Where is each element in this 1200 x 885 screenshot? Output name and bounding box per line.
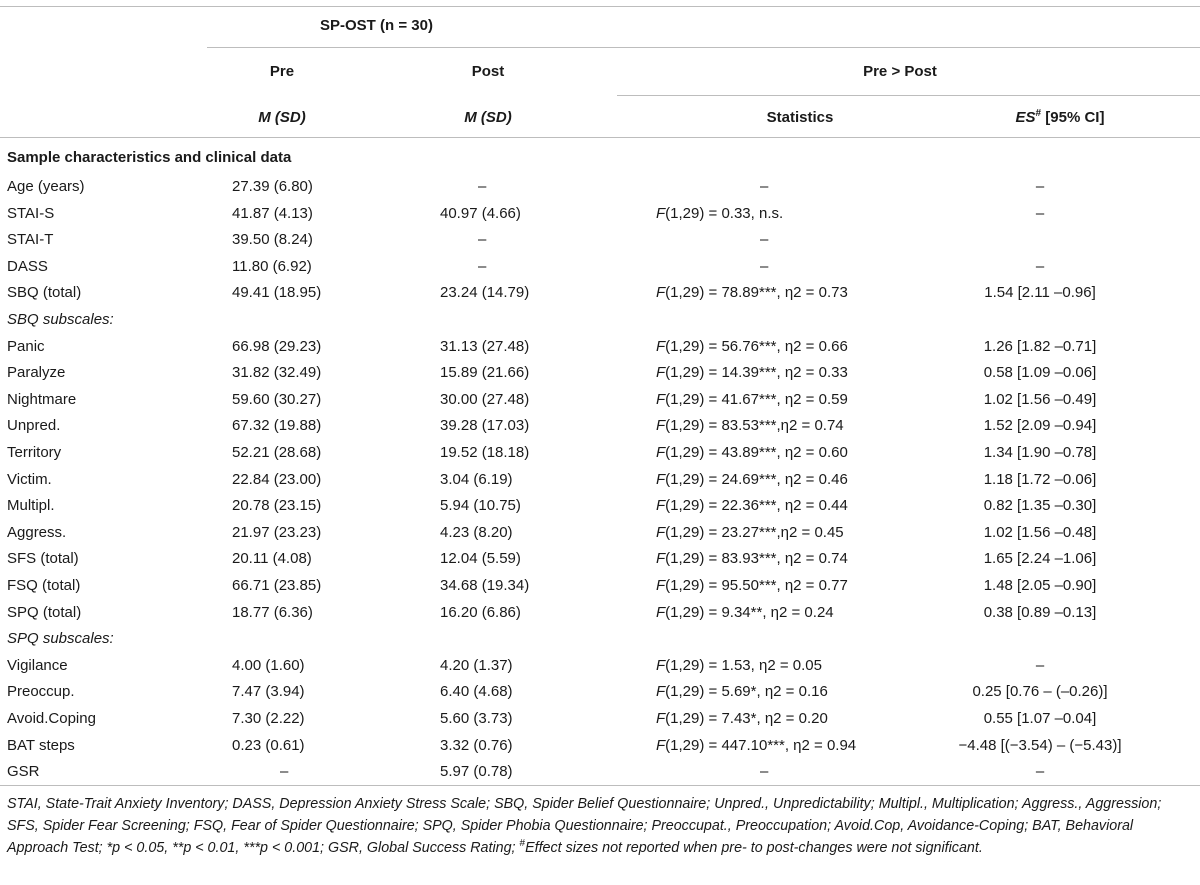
post-value: 23.24 (14.79): [440, 284, 530, 302]
statistics-value: [760, 178, 768, 196]
effect-size-value: –: [1035, 656, 1045, 674]
row-label: SBQ subscales:: [7, 311, 114, 328]
post-value: 40.97 (4.66): [440, 204, 521, 222]
statistics-value: [760, 763, 768, 781]
pre-value: 0.23 (0.61): [232, 736, 305, 754]
f-symbol: F: [656, 337, 666, 355]
statistics-text: (1,29) = 9.34**, η2 = 0.24: [665, 603, 834, 621]
f-symbol: F: [656, 390, 666, 408]
row-label: Aggress.: [7, 523, 67, 541]
statistics-value: [656, 471, 848, 489]
effect-size-value: –: [1035, 257, 1045, 275]
table-row: [0, 520, 1200, 546]
row-label: Victim.: [7, 470, 52, 488]
sub-stats-header: Statistics: [766, 109, 834, 126]
row-label: Panic: [7, 337, 45, 355]
statistics-value: [656, 737, 856, 755]
statistics-value: [656, 657, 822, 675]
post-value: –: [478, 257, 487, 275]
statistics-text: (1,29) = 83.53***,η2 = 0.74: [665, 417, 844, 435]
table-row: [0, 360, 1200, 386]
row-label: STAI-S: [7, 204, 55, 222]
row-label: DASS: [7, 257, 48, 275]
post-value: 5.97 (0.78): [440, 763, 513, 781]
post-value: 6.40 (4.68): [440, 683, 513, 701]
table-row: [0, 600, 1200, 626]
row-label: Age (years): [7, 178, 85, 195]
header-bottom-rule: [0, 137, 1200, 138]
pre-value: 39.50 (8.24): [232, 231, 313, 249]
statistics-text: (1,29) = 78.89***, η2 = 0.73: [665, 284, 848, 302]
pre-value: 20.11 (4.08): [232, 550, 312, 568]
effect-size-value: 1.54 [2.11 –0.96]: [984, 284, 1096, 302]
statistics-value: [656, 550, 848, 568]
statistics-text: (1,29) = 24.69***, η2 = 0.46: [665, 470, 848, 488]
post-value: 19.52 (18.18): [440, 444, 530, 461]
table-row: [0, 254, 1200, 280]
statistics-value: [656, 417, 844, 435]
table-row: [0, 334, 1200, 360]
group-n: (n = 30): [380, 17, 433, 34]
statistics-value: [656, 524, 844, 542]
row-label: Preoccup.: [7, 683, 75, 701]
effect-size-value: 1.52 [2.09 –0.94]: [983, 417, 1097, 435]
statistics-text: (1,29) = 95.50***, η2 = 0.77: [665, 577, 848, 594]
pre-value: 66.71 (23.85): [232, 577, 322, 594]
statistics-text: (1,29) = 22.36***, η2 = 0.44: [665, 497, 848, 515]
statistics-value: [656, 577, 848, 595]
f-symbol: F: [656, 736, 666, 754]
f-symbol: F: [656, 364, 666, 382]
contrast-rule: [617, 95, 1200, 96]
statistics-text: (1,29) = 1.53, η2 = 0.05: [665, 656, 822, 674]
table-row: [0, 759, 1200, 785]
post-value: 30.00 (27.48): [440, 390, 530, 408]
row-label: Paralyze: [7, 364, 66, 382]
f-symbol: F: [656, 470, 666, 488]
group-label: SP-OST: [320, 17, 376, 34]
pre-value: 31.82 (32.49): [232, 364, 322, 382]
col-post-header: Post: [471, 63, 505, 80]
row-label: GSR: [7, 763, 40, 781]
pre-value: 22.84 (23.00): [232, 470, 322, 488]
statistics-text: –: [760, 231, 769, 249]
statistics-text: (1,29) = 14.39***, η2 = 0.33: [665, 364, 848, 382]
statistics-text: –: [760, 178, 769, 195]
pre-value: 52.21 (28.68): [232, 444, 322, 461]
row-label: BAT steps: [7, 736, 75, 754]
row-label: STAI-T: [7, 231, 54, 249]
pre-value: 20.78 (23.15): [232, 497, 322, 515]
row-label: FSQ (total): [7, 577, 81, 594]
f-symbol: F: [656, 523, 666, 541]
es-sup: #: [1035, 108, 1042, 119]
effect-size-value: –: [1035, 204, 1045, 222]
post-value: 5.60 (3.73): [440, 710, 513, 727]
effect-size-value: 0.82 [1.35 –0.30]: [983, 497, 1097, 515]
effect-size-value: –: [1035, 763, 1045, 781]
f-symbol: F: [656, 656, 666, 674]
row-label: Nightmare: [7, 390, 77, 408]
statistics-text: (1,29) = 7.43*, η2 = 0.20: [665, 710, 828, 727]
table-row: [0, 413, 1200, 439]
pre-value: 27.39 (6.80): [232, 178, 313, 195]
effect-size-value: 1.34 [1.90 –0.78]: [983, 444, 1097, 461]
pre-value: 18.77 (6.36): [232, 603, 313, 621]
footnote-sup: #: [519, 838, 526, 850]
statistics-value: [656, 391, 848, 409]
statistics-text: (1,29) = 5.69*, η2 = 0.16: [665, 683, 828, 701]
pre-value: 49.41 (18.95): [232, 284, 322, 302]
footnote-main: STAI, State-Trait Anxiety Inventory; DASS, Depression Anxiety Stress Scale; SBQ, Spider Belief Questionnaire; Unpred., Unpredictability; Multipl., Multiplication; Aggress., Aggression; SFS, Spider Fear Screening; FSQ, Fear of Spider Questionnaire; SPQ, Spider Phobia Questionnaire; Preoccupat., Preoccupation; Avoid.Cop, Avoidance-Coping; BAT, Behavioral Approach Test; *p < 0.05, **p < 0.01, ***p < 0.001; GSR, Global Success Rating;: [7, 796, 1162, 856]
row-label: SBQ (total): [7, 284, 82, 302]
statistics-value: [656, 338, 848, 356]
statistics-text: (1,29) = 0.33, n.s.: [665, 204, 784, 222]
statistics-text: (1,29) = 41.67***, η2 = 0.59: [665, 390, 848, 408]
effect-size-value: 1.48 [2.05 –0.90]: [983, 577, 1097, 594]
f-symbol: F: [656, 603, 666, 621]
post-value: 3.32 (0.76): [440, 736, 513, 754]
pre-value: 7.47 (3.94): [232, 683, 305, 701]
table-row: [0, 653, 1200, 679]
table-row: [0, 227, 1200, 253]
table-row: [0, 387, 1200, 413]
post-value: –: [478, 231, 487, 249]
row-label: SPQ subscales:: [7, 630, 114, 648]
row-label: Avoid.Coping: [7, 710, 96, 727]
row-label: SFS (total): [7, 550, 79, 568]
pre-value: 67.32 (19.88): [232, 417, 322, 435]
table-row: [0, 626, 1200, 652]
effect-size-value: 0.25 [0.76 – (–0.26)]: [972, 683, 1108, 701]
effect-size-value: −4.48 [(−3.54) – (−5.43)]: [958, 736, 1122, 754]
effect-size-value: 1.26 [1.82 –0.71]: [983, 337, 1097, 355]
row-label: SPQ (total): [7, 603, 82, 621]
col-pre-header: Pre: [269, 63, 295, 80]
f-symbol: F: [656, 683, 666, 701]
statistics-value: [656, 284, 848, 302]
statistics-value: [656, 364, 848, 382]
effect-size-value: 0.58 [1.09 –0.06]: [983, 364, 1097, 382]
post-value: 39.28 (17.03): [440, 417, 530, 435]
table-footnote: [7, 793, 1197, 859]
f-symbol: F: [656, 417, 666, 435]
table-row: [0, 546, 1200, 572]
statistics-value: [656, 683, 828, 701]
table-row: [0, 174, 1200, 200]
post-value: 3.04 (6.19): [440, 470, 513, 488]
f-symbol: F: [656, 710, 666, 727]
post-value: 4.23 (8.20): [440, 523, 513, 541]
statistics-value: [656, 497, 848, 515]
table-row: [0, 679, 1200, 705]
group-header: [320, 17, 433, 35]
table-row: [0, 573, 1200, 599]
sub-pre-header: M (SD): [258, 109, 306, 126]
footnote-tail: Effect sizes not reported when pre- to post-changes were not significant.: [525, 840, 983, 856]
pre-value: 21.97 (23.23): [232, 523, 322, 541]
statistics-text: (1,29) = 43.89***, η2 = 0.60: [665, 444, 848, 461]
pre-value: 41.87 (4.13): [232, 204, 313, 222]
statistics-text: (1,29) = 83.93***, η2 = 0.74: [665, 550, 848, 568]
col-contrast-header: Pre > Post: [863, 63, 937, 80]
effect-size-value: 1.02 [1.56 –0.48]: [983, 523, 1097, 541]
sub-es-header: [960, 109, 1160, 127]
statistics-value: [656, 604, 834, 622]
effect-size-value: 1.02 [1.56 –0.49]: [983, 390, 1097, 408]
statistics-value: [656, 444, 848, 462]
table-row: [0, 201, 1200, 227]
post-value: 4.20 (1.37): [440, 656, 513, 674]
effect-size-value: 1.18 [1.72 –0.06]: [983, 470, 1097, 488]
f-symbol: F: [656, 284, 666, 302]
effect-size-value: –: [1035, 178, 1045, 195]
statistics-value: [760, 258, 768, 276]
post-value: 5.94 (10.75): [440, 497, 521, 515]
table-row: [0, 440, 1200, 466]
bottom-rule: [0, 785, 1200, 786]
pre-value: 7.30 (2.22): [232, 710, 305, 727]
pre-value: 11.80 (6.92): [232, 257, 312, 275]
statistics-text: (1,29) = 447.10***, η2 = 0.94: [665, 736, 857, 754]
effect-size-value: 1.65 [2.24 –1.06]: [983, 550, 1097, 568]
section-title: Sample characteristics and clinical data: [7, 149, 292, 166]
f-symbol: F: [656, 497, 666, 515]
f-symbol: F: [656, 550, 666, 568]
top-rule: [0, 6, 1200, 7]
pre-value: 4.00 (1.60): [232, 656, 305, 674]
post-value: 34.68 (19.34): [440, 577, 530, 594]
post-value: 15.89 (21.66): [440, 364, 530, 382]
post-value: 16.20 (6.86): [440, 603, 521, 621]
pre-value: –: [280, 763, 289, 781]
statistics-text: –: [760, 763, 769, 781]
table-row: [0, 307, 1200, 333]
table-row: [0, 493, 1200, 519]
group-rule: [207, 47, 1200, 48]
post-value: 12.04 (5.59): [440, 550, 521, 568]
effect-size-value: 0.38 [0.89 –0.13]: [983, 603, 1097, 621]
f-symbol: F: [656, 204, 666, 222]
statistics-value: [760, 231, 768, 249]
post-value: 31.13 (27.48): [440, 337, 530, 355]
statistics-value: [656, 205, 783, 223]
statistics-value: [656, 710, 828, 728]
f-symbol: F: [656, 577, 666, 594]
row-label: Unpred.: [7, 417, 61, 435]
row-label: Vigilance: [7, 656, 68, 674]
table-row: [0, 706, 1200, 732]
f-symbol: F: [656, 444, 666, 461]
pre-value: 59.60 (30.27): [232, 390, 322, 408]
row-label: Territory: [7, 444, 62, 461]
es-label: ES: [1015, 109, 1036, 126]
pre-value: 66.98 (29.23): [232, 337, 322, 355]
table-row: [0, 280, 1200, 306]
row-label: Multipl.: [7, 497, 55, 515]
statistics-text: (1,29) = 56.76***, η2 = 0.66: [665, 337, 848, 355]
table-row: [0, 733, 1200, 759]
statistics-text: (1,29) = 23.27***,η2 = 0.45: [665, 523, 844, 541]
post-value: –: [478, 178, 487, 195]
sub-post-header: M (SD): [464, 109, 512, 126]
effect-size-value: 0.55 [1.07 –0.04]: [983, 710, 1097, 727]
table-row: [0, 467, 1200, 493]
es-rest: [95% CI]: [1041, 109, 1105, 126]
statistics-text: –: [760, 257, 769, 275]
